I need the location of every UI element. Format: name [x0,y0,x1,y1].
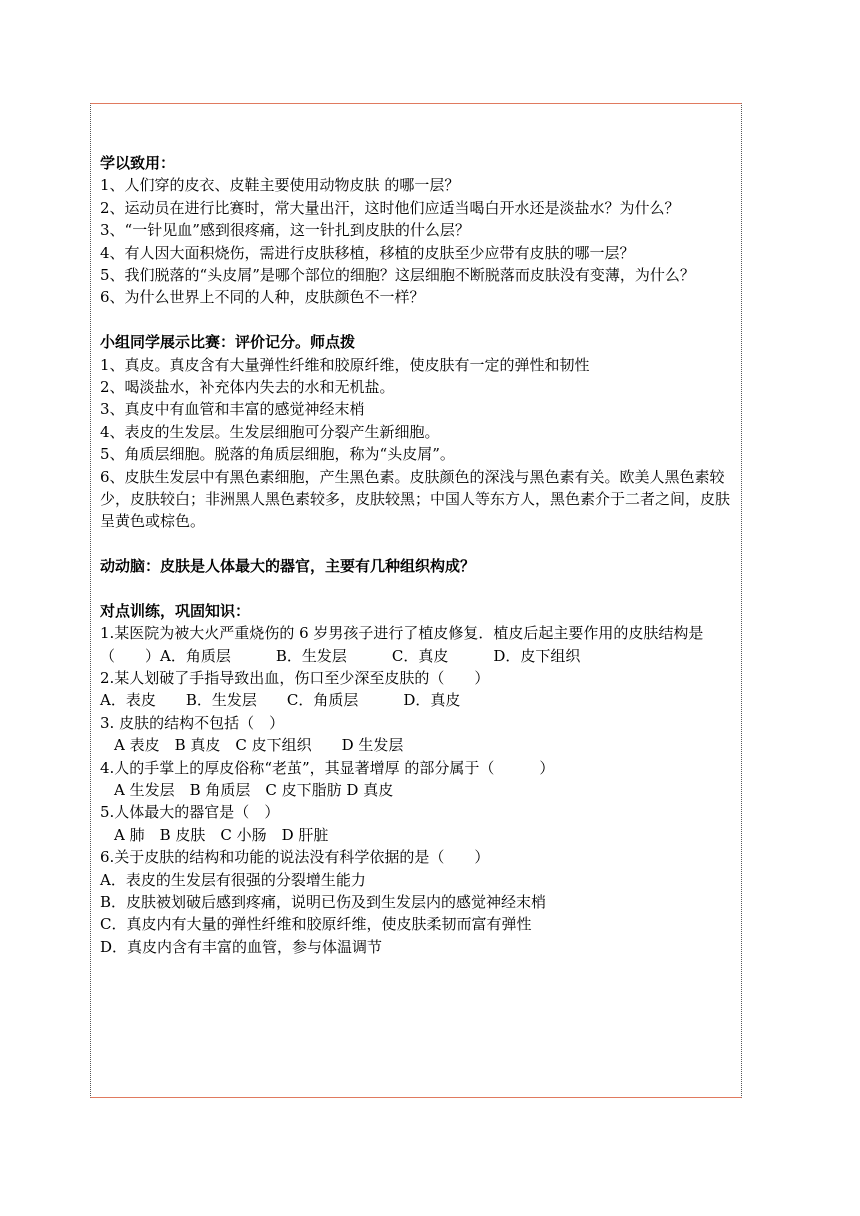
exercise-question: 3. 皮肤的结构不包括（ ） [100,713,285,732]
document-body [100,152,740,958]
spacer [100,578,740,600]
section-heading-apply: 学以致用： [100,154,176,172]
question-item: 6、为什么世界上不同的人种，皮肤颜色不一样？ [100,288,425,307]
spacer [100,309,740,331]
answer-item: 4、表皮的生发层。生发层细胞可分裂产生新细胞。 [100,422,440,441]
answer-item: 6、皮肤生发层中有黑色素细胞，产生黑色素。皮肤颜色的深浅与黑色素有关。欧美人黑色素较少，皮肤较白；非洲黑人黑色素较多，皮肤较黑；中国人等东方人，黑色素介于二者之间，皮肤呈黄色或棕色。 [100,467,731,531]
question-item: 2、运动员在进行比赛时，常大量出汗，这时他们应适当喝白开水还是淡盐水？为什么？ [100,198,680,217]
exercise-options: A 肺 B 皮肤 C 小肠 D 肝脏 [114,825,329,844]
exercise-options: A．表皮 B．生发层 C．角质层 D．真皮 [100,691,461,710]
section-heading-think: 动动脑：皮肤是人体最大的器官，主要有几种组织构成？ [100,557,476,576]
exercise-option: A．表皮的生发层有很强的分裂增生能力 [100,870,366,889]
exercise-question: 6.关于皮肤的结构和功能的说法没有科学依据的是（ ） [100,848,490,867]
section-heading-practice: 对点训练，巩固知识： [100,601,251,620]
answer-item: 5、角质层细胞。脱落的角质层细胞，称为“头皮屑”。 [100,445,455,464]
exercise-question: 2.某人划破了手指导致出血，伤口至少深至皮肤的（ ） [100,669,490,688]
exercise-question: 4.人的手掌上的厚皮俗称“老茧”，其显著增厚 的部分属于（ ） [100,758,555,777]
spacer [100,533,740,555]
exercise-option: D．真皮内含有丰富的血管，参与体温调节 [100,937,383,956]
exercise-options: A 表皮 B 真皮 C 皮下组织 D 生发层 [114,736,404,755]
answer-item: 3、真皮中有血管和丰富的感觉神经末梢 [100,400,365,419]
question-item: 3、“一针见血”感到很疼痛，这一针扎到皮肤的什么层？ [100,221,470,240]
question-item: 4、有人因大面积烧伤，需进行皮肤移植，移植的皮肤至少应带有皮肤的哪一层？ [100,243,635,262]
question-item: 1、人们穿的皮衣、皮鞋主要使用动物皮肤 的哪一层？ [100,176,460,195]
answer-item: 1、真皮。真皮含有大量弹性纤维和胶原纤维，使皮肤有一定的弹性和韧性 [100,355,590,374]
exercise-options: A 生发层 B 角质层 C 皮下脂肪 D 真皮 [114,781,394,800]
answer-item: 2、喝淡盐水，补充体内失去的水和无机盐。 [100,377,395,396]
question-item: 5、我们脱落的“头皮屑”是哪个部位的细胞？这层细胞不断脱落而皮肤没有变薄，为什么？ [100,265,695,284]
section-heading-contest: 小组同学展示比赛：评价记分。师点拨 [100,333,356,352]
exercise-option: C．真皮内有大量的弹性纤维和胶原纤维，使皮肤柔韧而富有弹性 [100,915,532,934]
exercise-question: 5.人体最大的器官是（ ） [100,803,280,822]
exercise-question: 1.某医院为被大火严重烧伤的 6 岁男孩子进行了植皮修复．植皮后起主要作用的皮肤结构是（ ）A．角质层 B．生发层 C．真皮 D．皮下组织 [100,624,704,665]
exercise-option: B．皮肤被划破后感到疼痛，说明已伤及到生发层内的感觉神经末梢 [100,893,547,911]
